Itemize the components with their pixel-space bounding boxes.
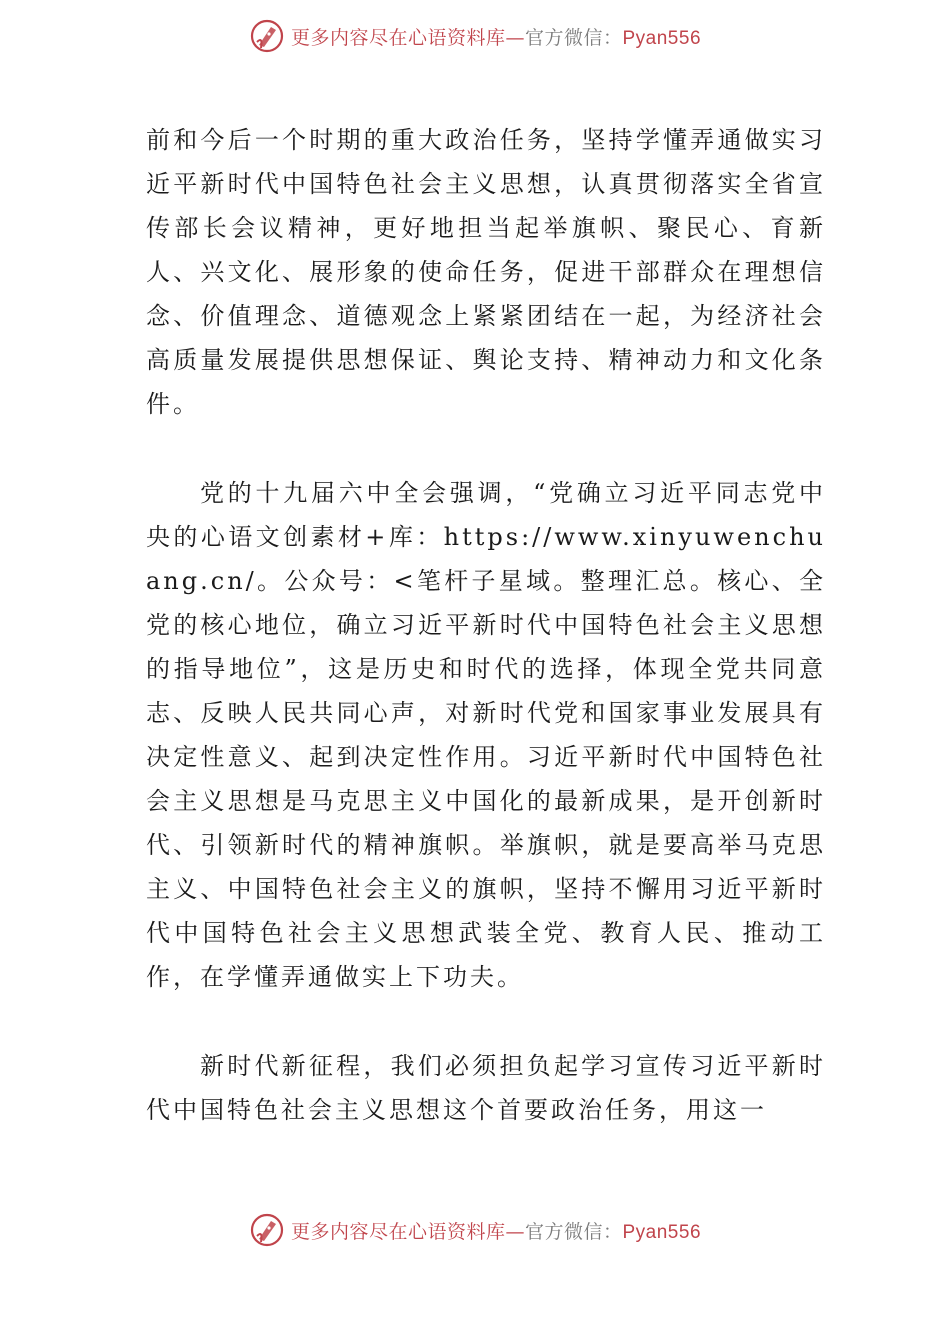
header-banner <box>0 14 950 58</box>
footer-banner <box>0 1208 950 1252</box>
pen-nib-logo-icon <box>249 18 285 54</box>
paragraph-1: 前和今后一个时期的重大政治任务，坚持学懂弄通做实习近平新时代中国特色社会主义思想，认真贯彻落实全省宣传部长会议精神，更好地担当起举旗帜、聚民心、育新人、兴文化、展形象的使命任务，促进干部群众在理想信念、价值理念、道德观念上紧紧团结在一起，为经济社会高质量发展提供思想保证、舆论支持、精神动力和文化条件。 <box>146 126 826 418</box>
paragraph-2: 党的十九届六中全会强调，“党确立习近平同志党中央的心语文创素材+库：https://www.xinyuwenchuang.cn/。公众号：<笔杆子星域。整理汇总。核心、全党的核心地位，确立习近平新时代中国特色社会主义思想的指导地位”，这是历史和时代的选择，体现全党共同意志、反映人民共同心声，对新时代党和国家事业发展具有决定性意义、起到决定性作用。习近平新时代中国特色社会主义思想是马克思主义中国化的最新成果，是开创新时代、引领新时代的精神旗帜。举旗帜，就是要高举马克思主义、中国特色社会主义的旗帜，坚持不懈用习近平新时代中国特色社会主义思想武装全党、教育人民、推动工作，在学懂弄通做实上下功夫。 <box>146 479 826 991</box>
pen-nib-logo-icon <box>249 1212 285 1248</box>
banner-title: 更多内容尽在心语资料库 <box>290 26 506 49</box>
paragraph-gap <box>146 426 826 471</box>
document-body <box>146 118 826 1132</box>
banner-dash: — <box>505 1220 525 1243</box>
banner-dash: — <box>505 26 525 49</box>
banner-wechat-id: Pyan556 <box>622 27 702 49</box>
footer-banner-text <box>291 1217 701 1244</box>
banner-title: 更多内容尽在心语资料库 <box>290 1220 506 1243</box>
paragraph-gap <box>146 999 826 1044</box>
header-banner-text <box>291 23 701 50</box>
banner-wechat-id: Pyan556 <box>622 1221 702 1243</box>
paragraph-3: 新时代新征程，我们必须担负起学习宣传习近平新时代中国特色社会主义思想这个首要政治任务，用这一 <box>146 1052 826 1124</box>
banner-wechat-label: 官方微信： <box>524 26 623 49</box>
banner-wechat-label: 官方微信： <box>524 1220 623 1243</box>
